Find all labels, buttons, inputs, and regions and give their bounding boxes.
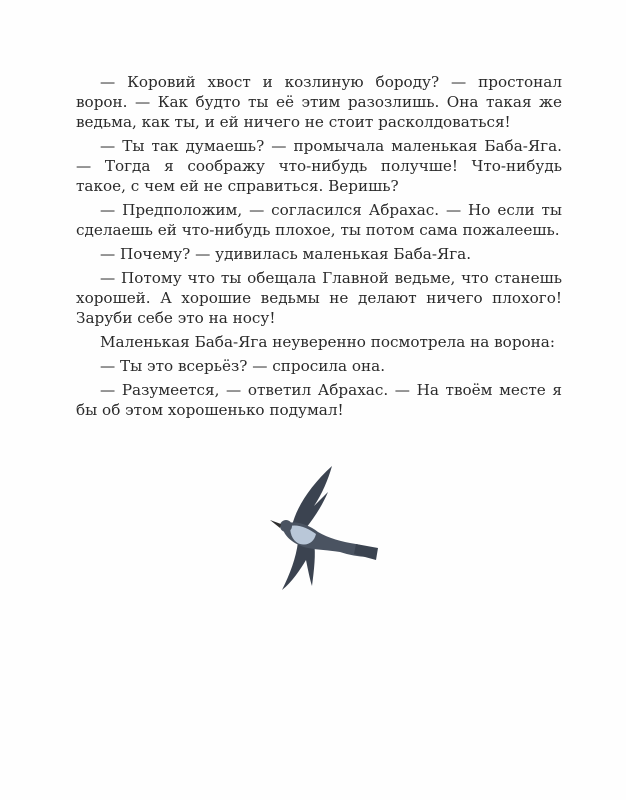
paragraph: — Коровий хвост и козлиную бороду? — простонал ворон. — Как будто ты её этим разозлишь. Она такая же ведьма, как ты, и ей ничего не стоит расколдоваться! bbox=[76, 73, 562, 131]
raven-tail bbox=[354, 544, 378, 560]
paragraph: — Ты это всерьёз? — спросила она. bbox=[100, 357, 386, 375]
paragraph: — Почему? — удивилась маленькая Баба-Яга. bbox=[100, 245, 472, 263]
paragraph: — Разумеется, — ответил Абрахас. — На твоём месте я бы об этом хорошенько подумал! bbox=[76, 381, 562, 419]
raven-head bbox=[280, 520, 292, 532]
paragraph: — Ты так думаешь? — промычала маленькая Баба-Яга. — Тогда я соображу что-нибудь получше! Что-нибудь такое, с чем ей не справиться. Веришь? bbox=[76, 137, 562, 195]
paragraph: — Потому что ты обещала Главной ведьме, что станешь хорошей. А хорошие ведьмы не делают ничего плохого! Заруби себе это на носу! bbox=[76, 269, 562, 327]
raven-lower-wing bbox=[282, 542, 315, 590]
paragraph: Маленькая Баба-Яга неуверенно посмотрела на ворона: bbox=[100, 333, 555, 351]
raven-upper-wing bbox=[292, 466, 332, 528]
paragraph: — Предположим, — согласился Абрахас. — Но если ты сделаешь ей что-нибудь плохое, ты потом сама пожалеешь. bbox=[76, 201, 562, 239]
raven-beak bbox=[270, 520, 281, 528]
story-text bbox=[76, 72, 562, 424]
raven-illustration bbox=[262, 462, 382, 598]
